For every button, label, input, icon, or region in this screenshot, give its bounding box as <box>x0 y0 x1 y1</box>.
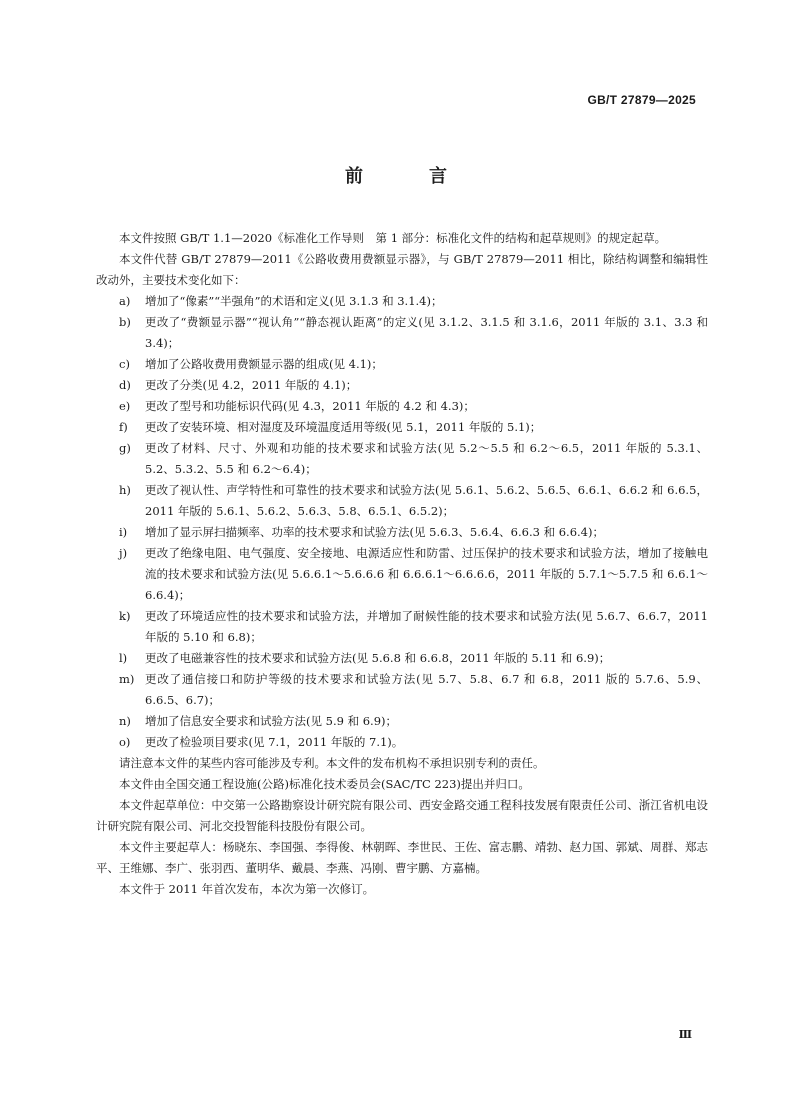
change-item <box>96 396 708 417</box>
item-marker: h) <box>119 483 131 497</box>
item-marker: c) <box>119 357 130 371</box>
drafters: 本文件主要起草人：杨晓东、李国强、李得俊、林朝晖、李世民、王佐、富志鹏、靖勃、赵力国、郭斌、周群、郑志平、王维娜、李广、张羽西、董明华、戴晨、李燕、冯刚、曹宇鹏、方嘉楠。 <box>96 840 708 875</box>
item-text: 增加了信息安全要求和试验方法(见 5.9 和 6.9)； <box>145 714 398 728</box>
item-text: 增加了“像素”“半强角”的术语和定义(见 3.1.3 和 3.1.4)； <box>145 294 443 308</box>
foreword-body <box>96 228 708 900</box>
change-item <box>96 669 708 711</box>
item-text: 增加了公路收费用费额显示器的组成(见 4.1)； <box>145 357 383 371</box>
intro-paragraph: 本文件按照 GB/T 1.1—2020《标准化工作导则 第 1 部分：标准化文件的结构和起草规则》的规定起草。 <box>119 231 667 245</box>
item-text: 更改了环境适应性的技术要求和试验方法，并增加了耐候性能的技术要求和试验方法(见 5.6.7、6.6.7，2011 年版的 5.10 和 6.8)； <box>145 609 708 644</box>
item-marker: a) <box>119 294 131 308</box>
item-text: 更改了“费额显示器”“视认角”“静态视认距离”的定义(见 3.1.2、3.1.5 和 3.1.6，2011 年版的 3.1、3.3 和 3.4)； <box>145 315 708 350</box>
committee-statement: 本文件由全国交通工程设施(公路)标准化技术委员会(SAC/TC 223)提出并归口。 <box>119 777 530 791</box>
item-text: 更改了绝缘电阻、电气强度、安全接地、电源适应性和防雷、过压保护的技术要求和试验方法，增加了接触电流的技术要求和试验方法(见 5.6.6.1～5.6.6.6 和 6.6.6.1～6.6.6.6，2011 年版的 5.7.1～5.7.5 和 6.6.1～6.6.4)； <box>145 546 708 602</box>
change-item <box>96 375 708 396</box>
item-marker: m) <box>119 672 135 686</box>
intro-paragraph: 本文件代替 GB/T 27879—2011《公路收费用费额显示器》，与 GB/T 27879—2011 相比，除结构调整和编辑性改动外，主要技术变化如下： <box>96 252 708 287</box>
drafting-organizations: 本文件起草单位：中交第一公路勘察设计研究院有限公司、西安金路交通工程科技发展有限责任公司、浙江省机电设计研究院有限公司、河北交投智能科技股份有限公司。 <box>96 798 708 833</box>
page-title: 前 言 <box>345 166 471 187</box>
change-item <box>96 606 708 648</box>
item-marker: k) <box>119 609 131 623</box>
item-text: 更改了检验项目要求(见 7.1，2011 年版的 7.1)。 <box>145 735 404 749</box>
item-text: 更改了分类(见 4.2，2011 年版的 4.1)； <box>145 378 358 392</box>
item-text: 更改了视认性、声学特性和可靠性的技术要求和试验方法(见 5.6.1、5.6.2、5.6.5、6.6.1、6.6.2 和 6.6.5，2011 年版的 5.6.1、5.6.2、5.6.3、5.8、6.5.1、6.5.2)； <box>145 483 708 518</box>
item-marker: d) <box>119 378 131 392</box>
page-number: Ⅲ <box>678 1028 692 1041</box>
item-marker: i) <box>119 525 128 539</box>
patent-notice: 请注意本文件的某些内容可能涉及专利。本文件的发布机构不承担识别专利的责任。 <box>119 756 545 770</box>
change-item <box>96 522 708 543</box>
item-marker: f) <box>119 420 128 434</box>
change-item <box>96 732 708 753</box>
item-marker: o) <box>119 735 131 749</box>
change-item <box>96 291 708 312</box>
change-item <box>96 648 708 669</box>
change-item <box>96 543 708 606</box>
item-text: 更改了通信接口和防护等级的技术要求和试验方法(见 5.7、5.8、6.7 和 6.8，2011 版的 5.7.6、5.9、6.6.5、6.7)； <box>145 672 708 707</box>
change-item <box>96 312 708 354</box>
standard-code: GB/T 27879—2025 <box>587 93 696 107</box>
item-marker: b) <box>119 315 131 329</box>
item-text: 更改了安装环境、相对湿度及环境温度适用等级(见 5.1，2011 年版的 5.1)； <box>145 420 542 434</box>
item-marker: g) <box>119 441 131 455</box>
change-item <box>96 417 708 438</box>
item-marker: j) <box>119 546 128 560</box>
item-text: 更改了材料、尺寸、外观和功能的技术要求和试验方法(见 5.2～5.5 和 6.2～6.5，2011 年版的 5.3.1、5.2、5.3.2、5.5 和 6.2～6.4)； <box>145 441 708 476</box>
item-text: 增加了显示屏扫描频率、功率的技术要求和试验方法(见 5.6.3、5.6.4、6.6.3 和 6.6.4)； <box>145 525 604 539</box>
item-text: 更改了电磁兼容性的技术要求和试验方法(见 5.6.8 和 6.6.8，2011 年版的 5.11 和 6.9)； <box>145 651 611 665</box>
change-item <box>96 354 708 375</box>
change-item <box>96 480 708 522</box>
revision-history: 本文件于 2011 年首次发布，本次为第一次修订。 <box>119 882 375 896</box>
item-marker: e) <box>119 399 131 413</box>
item-marker: n) <box>119 714 131 728</box>
change-item <box>96 711 708 732</box>
item-marker: l) <box>119 651 128 665</box>
change-item <box>96 438 708 480</box>
item-text: 更改了型号和功能标识代码(见 4.3，2011 年版的 4.2 和 4.3)； <box>145 399 475 413</box>
